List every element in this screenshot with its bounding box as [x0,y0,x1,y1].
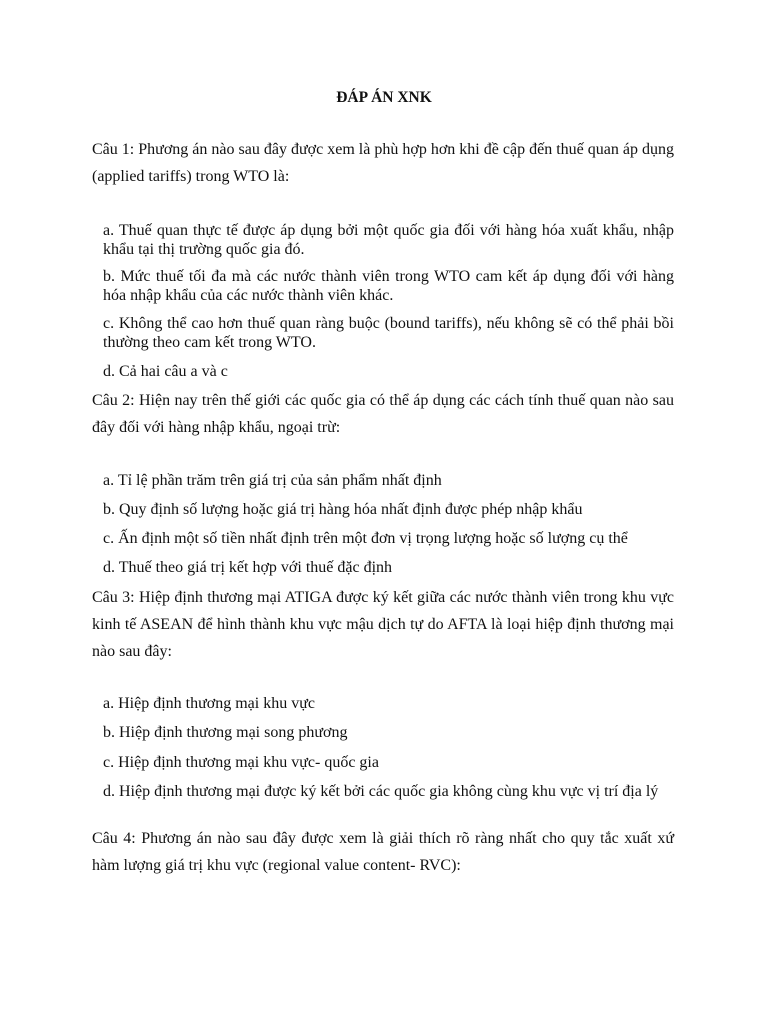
question-3-option-c: c. Hiệp định thương mại khu vực- quốc gia [103,754,379,771]
question-3-option-d: d. Hiệp định thương mại được ký kết bởi các quốc gia không cùng khu vực vị trí địa lý [103,783,659,800]
question-3-option-a: a. Hiệp định thương mại khu vực [103,695,315,712]
question-4-text: Câu 4: Phương án nào sau đây được xem là giải thích rõ ràng nhất cho quy tắc xuất xứ hàm lượng giá trị khu vực (regional value content- RVC): [92,830,674,874]
question-1-text: Câu 1: Phương án nào sau đây được xem là phù hợp hơn khi đề cập đến thuế quan áp dụng (applied tariffs) trong WTO là: [92,141,674,185]
question-2-text: Câu 2: Hiện nay trên thế giới các quốc gia có thể áp dụng các cách tính thuế quan nào sau đây đối với hàng nhập khẩu, ngoại trừ: [92,392,674,436]
question-2-option-b: b. Quy định số lượng hoặc giá trị hàng hóa nhất định được phép nhập khẩu [103,501,583,518]
document-title: ĐÁP ÁN XNK [336,89,432,106]
question-1-option-d: d. Cả hai câu a và c [103,363,228,380]
question-2-option-c: c. Ấn định một số tiền nhất định trên một đơn vị trọng lượng hoặc số lượng cụ thể [103,530,628,547]
question-3-option-b: b. Hiệp định thương mại song phương [103,724,348,741]
question-1-option-a: a. Thuế quan thực tế được áp dụng bởi một quốc gia đối với hàng hóa xuất khẩu, nhập khẩu tại thị trường quốc gia đó. [103,222,674,258]
question-2-option-a: a. Tỉ lệ phần trăm trên giá trị của sản phẩm nhất định [103,472,442,489]
question-3-text: Câu 3: Hiệp định thương mại ATIGA được ký kết giữa các nước thành viên trong khu vực kinh tế ASEAN để hình thành khu vực mậu dịch tự do AFTA là loại hiệp định thương mại nào sau đây: [92,589,674,660]
question-1-option-b: b. Mức thuế tối đa mà các nước thành viên trong WTO cam kết áp dụng đối với hàng hóa nhập khẩu của các nước thành viên khác. [103,268,674,304]
question-2-option-d: d. Thuế theo giá trị kết hợp với thuế đặc định [103,559,393,576]
question-1-option-c: c. Không thể cao hơn thuế quan ràng buộc (bound tariffs), nếu không sẽ có thể phải bồi thường theo cam kết trong WTO. [103,315,674,351]
